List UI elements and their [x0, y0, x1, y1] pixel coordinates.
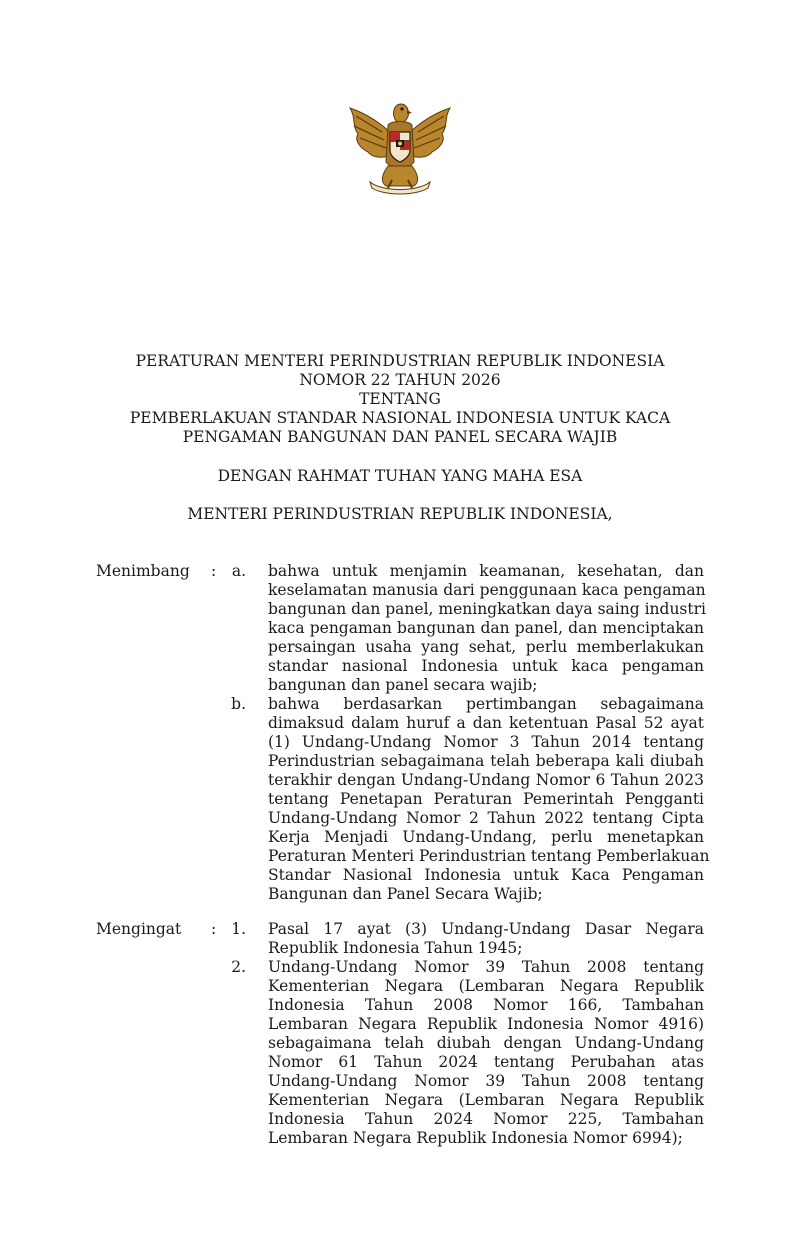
- text-line: Perindustrian sebagaimana telah beberapa kali diubah: [268, 752, 704, 770]
- text-line: bangunan dan panel, meningkatkan daya saing industri: [268, 600, 706, 618]
- salutation: DENGAN RAHMAT TUHAN YANG MAHA ESA: [217, 467, 583, 485]
- text-line: Pasal 17 ayat (3) Undang-Undang Dasar Negara: [268, 920, 704, 938]
- text-line: standar nasional Indonesia untuk kaca pengaman: [268, 657, 704, 675]
- text-line: Bangunan dan Panel Secara Wajib;: [268, 885, 543, 903]
- section-colon: :: [211, 562, 217, 580]
- regulation-title: [0, 352, 800, 447]
- text-line: tentang Penetapan Peraturan Pemerintah Pengganti: [268, 790, 704, 808]
- text-line: Kementerian Negara (Lembaran Negara Republik: [268, 977, 704, 995]
- section-label: Mengingat: [96, 920, 182, 938]
- text-line: bahwa berdasarkan pertimbangan sebagaimana: [268, 695, 704, 713]
- text-line: Kerja Menjadi Undang-Undang, perlu menetapkan: [268, 828, 704, 846]
- title-line: PEMBERLAKUAN STANDAR NASIONAL INDONESIA UNTUK KACA: [129, 409, 671, 427]
- text-line: Indonesia Tahun 2008 Nomor 166, Tambahan: [268, 996, 704, 1014]
- title-line: TENTANG: [359, 390, 441, 408]
- text-line: Standar Nasional Indonesia untuk Kaca Pengaman: [268, 866, 704, 884]
- text-line: Kementerian Negara (Lembaran Negara Republik: [268, 1091, 704, 1109]
- item-marker: 2.: [231, 958, 246, 976]
- minister-line: MENTERI PERINDUSTRIAN REPUBLIK INDONESIA,: [187, 505, 613, 523]
- garuda-emblem: [342, 96, 458, 196]
- item-marker: a.: [231, 562, 246, 580]
- text-line: Lembaran Negara Republik Indonesia Nomor 6994);: [268, 1129, 683, 1147]
- text-line: Undang-Undang Nomor 39 Tahun 2008 tentang: [268, 1072, 704, 1090]
- text-line: terakhir dengan Undang-Undang Nomor 6 Tahun 2023: [268, 771, 704, 789]
- text-line: Undang-Undang Nomor 2 Tahun 2022 tentang Cipta: [268, 809, 704, 827]
- text-line: dimaksud dalam huruf a dan ketentuan Pasal 52 ayat: [268, 714, 704, 732]
- consideration-a: [268, 562, 704, 695]
- item-marker: 1.: [231, 920, 246, 938]
- text-line: Lembaran Negara Republik Indonesia Nomor 4916): [268, 1015, 704, 1033]
- title-line: NOMOR 22 TAHUN 2026: [299, 371, 501, 389]
- text-line: Nomor 61 Tahun 2024 tentang Perubahan atas: [268, 1053, 704, 1071]
- text-line: bangunan dan panel secara wajib;: [268, 676, 538, 694]
- section-label: Menimbang: [96, 562, 190, 580]
- consideration-b: [268, 695, 710, 904]
- item-marker: b.: [231, 695, 246, 713]
- text-line: persaingan usaha yang sehat, perlu memberlakukan: [268, 638, 704, 656]
- text-line: Republik Indonesia Tahun 1945;: [268, 939, 523, 957]
- reference-1: [268, 920, 704, 958]
- text-line: Peraturan Menteri Perindustrian tentang Pemberlakuan: [268, 847, 710, 865]
- section-colon: :: [211, 920, 217, 938]
- mengingat-section: [0, 920, 800, 1160]
- text-line: Indonesia Tahun 2024 Nomor 225, Tambahan: [268, 1110, 704, 1128]
- title-line: PERATURAN MENTERI PERINDUSTRIAN REPUBLIK INDONESIA: [135, 352, 665, 370]
- text-line: bahwa untuk menjamin keamanan, kesehatan, dan: [268, 562, 704, 580]
- text-line: kaca pengaman bangunan dan panel, dan menciptakan: [268, 619, 704, 637]
- menimbang-section: [0, 562, 800, 902]
- text-line: (1) Undang-Undang Nomor 3 Tahun 2014 tentang: [268, 733, 704, 751]
- text-line: keselamatan manusia dari penggunaan kaca pengaman: [268, 581, 706, 599]
- text-line: sebagaimana telah diubah dengan Undang-Undang: [268, 1034, 704, 1052]
- title-line: PENGAMAN BANGUNAN DAN PANEL SECARA WAJIB: [182, 428, 618, 446]
- reference-2: [268, 958, 704, 1148]
- text-line: Undang-Undang Nomor 39 Tahun 2008 tentang: [268, 958, 704, 976]
